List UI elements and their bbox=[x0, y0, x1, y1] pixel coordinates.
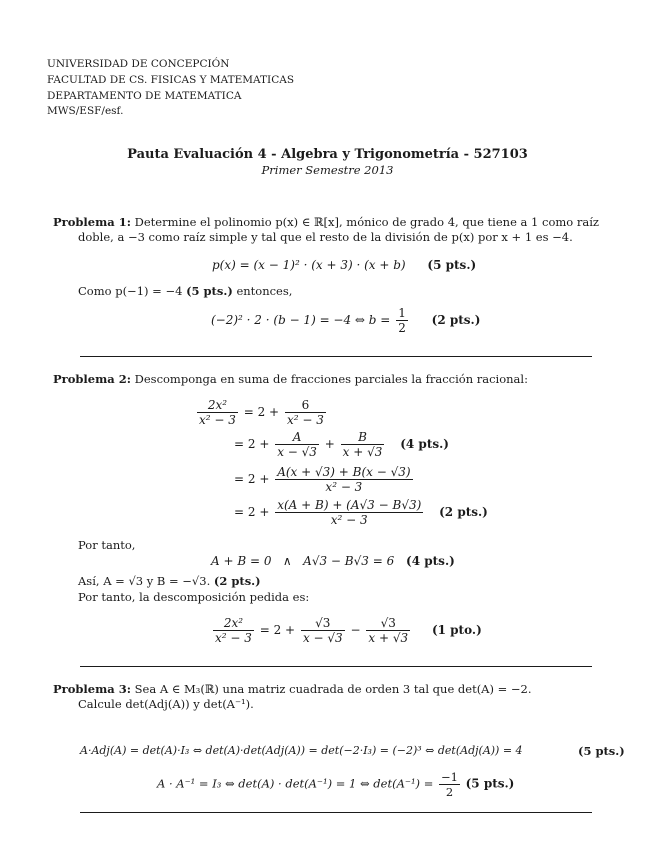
problem3-statement-line1: Sea A ∈ M₃(ℝ) una matriz cuadrada de orden 3 tal que det(A) = −2. bbox=[134, 682, 532, 696]
problem2-derivation-line2 bbox=[234, 430, 449, 459]
fraction-numerator: √3 bbox=[366, 616, 410, 631]
author-initials: MWS/ESF/esf. bbox=[47, 105, 124, 117]
equals-two-plus: = 2 + bbox=[234, 437, 270, 451]
problem3-eq1-formula: A·Adj(A) = det(A)·I₃ ⇔ det(A)·det(Adj(A)) = det(−2·I₃) = (−2)³ ⇔ det(Adj(A)) = 4 bbox=[80, 744, 523, 757]
equals-two-plus: = 2 + bbox=[259, 623, 296, 637]
problem2-system-formula: A + B = 0 ∧ A√3 − B√3 = 6 bbox=[211, 554, 395, 568]
fraction-numerator: B bbox=[341, 430, 385, 445]
document-title: Pauta Evaluación 4 - Algebra y Trigonometría - 527103 bbox=[127, 147, 528, 162]
problem1-statement-line2: doble, a −3 como raíz simple y tal que el resto de la división de p(x) por x + 1 es −4. bbox=[78, 230, 573, 244]
fraction-numerator: A bbox=[275, 430, 319, 445]
fraction-denominator: 2 bbox=[445, 785, 454, 799]
problem2-derivation-line3 bbox=[234, 465, 415, 494]
problem2-l4-points: (2 pts.) bbox=[439, 505, 488, 519]
problem3-statement bbox=[53, 682, 532, 697]
problem2-final-decomposition bbox=[211, 616, 482, 645]
fraction-numerator: 6 bbox=[285, 398, 326, 413]
problem2-statement-text: Descomponga en suma de fracciones parciales la fracción racional: bbox=[134, 372, 528, 386]
problem2-final-fraction-a bbox=[301, 616, 345, 645]
problem1-equation1 bbox=[212, 258, 476, 272]
fraction-denominator: x² − 3 bbox=[325, 480, 363, 494]
problem2-derivation-line1 bbox=[195, 398, 328, 427]
problem1-since bbox=[78, 284, 292, 299]
problem2-system-points: (4 pts.) bbox=[406, 554, 455, 568]
problem1-since-text: Como p(−1) = −4 bbox=[78, 284, 183, 298]
problem2-l4-fraction bbox=[275, 498, 423, 527]
problem1-equation2 bbox=[211, 306, 480, 335]
fraction-denominator: x − √3 bbox=[302, 631, 343, 645]
problem2-thus-text: Así, A = √3 y B = −√3. bbox=[78, 574, 211, 588]
problem1-eq2-formula: (−2)² · 2 · (b − 1) = −4 ⇔ b = bbox=[211, 313, 391, 327]
problem3-equation1 bbox=[80, 744, 523, 757]
section-divider bbox=[80, 356, 592, 357]
section-divider bbox=[80, 666, 592, 667]
equals-two-plus: = 2 + bbox=[234, 472, 270, 486]
problem3-eq2-fraction bbox=[439, 770, 460, 799]
fraction-numerator: 2x² bbox=[213, 616, 254, 631]
problem2-l2-fraction-b bbox=[341, 430, 385, 459]
problem1-eq2-fraction bbox=[396, 306, 408, 335]
problem2-l3-fraction bbox=[275, 465, 412, 494]
fraction-denominator: 2 bbox=[398, 321, 406, 335]
fraction-numerator: −1 bbox=[441, 770, 458, 784]
problem3-eq2-points: (5 pts.) bbox=[465, 776, 515, 791]
problem2-final-lhs-fraction bbox=[213, 616, 254, 645]
problem3-equation2 bbox=[157, 770, 514, 799]
problem3-eq1-points: (5 pts.) bbox=[578, 744, 625, 758]
problem1-eq2-points: (2 pts.) bbox=[431, 313, 481, 327]
problem2-final-points: (1 pto.) bbox=[431, 623, 482, 637]
fraction-denominator: x² − 3 bbox=[199, 413, 236, 427]
fraction-denominator: x² − 3 bbox=[286, 413, 324, 427]
problem3-statement-line2: Calcule det(Adj(A)) y det(A⁻¹). bbox=[78, 697, 254, 711]
fraction-denominator: x − √3 bbox=[277, 445, 317, 459]
problem2-statement bbox=[53, 372, 528, 387]
minus-sign: − bbox=[350, 623, 361, 637]
equals-two-plus: = 2 + bbox=[243, 405, 280, 419]
fraction-denominator: x² − 3 bbox=[215, 631, 252, 645]
problem2-thus bbox=[78, 574, 261, 589]
fraction-numerator: 2x² bbox=[197, 398, 238, 413]
problem1-statement bbox=[53, 215, 599, 230]
problem1-eq1-formula: p(x) = (x − 1)² · (x + 3) · (x + b) bbox=[212, 258, 406, 272]
problem2-thus-points: (2 pts.) bbox=[213, 574, 261, 588]
plus-sign: + bbox=[324, 437, 335, 451]
fraction-denominator: x + √3 bbox=[368, 631, 409, 645]
problem2-derivation-line4 bbox=[234, 498, 488, 527]
problem3-eq2-formula: A · A⁻¹ = I₃ ⇔ det(A) · det(A⁻¹) = 1 ⇔ det(A⁻¹) = bbox=[157, 776, 434, 791]
fraction-numerator: 1 bbox=[398, 306, 406, 320]
department-name: DEPARTAMENTO DE MATEMATICA bbox=[47, 90, 242, 102]
equals-two-plus: = 2 + bbox=[234, 505, 270, 519]
problem1-label: Problema 1: bbox=[53, 215, 131, 229]
problem2-system bbox=[211, 554, 455, 568]
problem1-statement-line1: Determine el polinomio p(x) ∈ ℝ[x], mónico de grado 4, que tiene a 1 como raíz bbox=[134, 215, 599, 229]
university-name: UNIVERSIDAD DE CONCEPCIÓN bbox=[47, 58, 230, 70]
problem2-label: Problema 2: bbox=[53, 372, 131, 386]
fraction-numerator: x(A + B) + (A√3 − B√3) bbox=[277, 498, 422, 512]
fraction-denominator: x² − 3 bbox=[330, 513, 368, 527]
problem1-since-points: (5 pts.) bbox=[186, 284, 233, 298]
problem2-l1-fraction bbox=[285, 398, 326, 427]
problem2-l2-fraction-a bbox=[275, 430, 319, 459]
problem2-lhs-fraction bbox=[197, 398, 238, 427]
problem2-l2-points: (4 pts.) bbox=[400, 437, 449, 451]
faculty-name: FACULTAD DE CS. FISICAS Y MATEMATICAS bbox=[47, 74, 295, 86]
problem2-therefore: Por tanto, bbox=[78, 538, 136, 552]
problem2-therefore2: Por tanto, la descomposición pedida es: bbox=[78, 590, 310, 604]
document-subtitle: Primer Semestre 2013 bbox=[261, 163, 394, 177]
fraction-denominator: x + √3 bbox=[342, 445, 383, 459]
section-divider bbox=[80, 812, 592, 813]
problem1-since-tail: entonces, bbox=[236, 284, 293, 298]
problem1-eq1-points: (5 pts.) bbox=[427, 258, 477, 272]
fraction-numerator: A(x + √3) + B(x − √3) bbox=[277, 465, 411, 479]
fraction-numerator: √3 bbox=[301, 616, 345, 631]
problem2-final-fraction-b bbox=[366, 616, 410, 645]
problem3-label: Problema 3: bbox=[53, 682, 131, 696]
